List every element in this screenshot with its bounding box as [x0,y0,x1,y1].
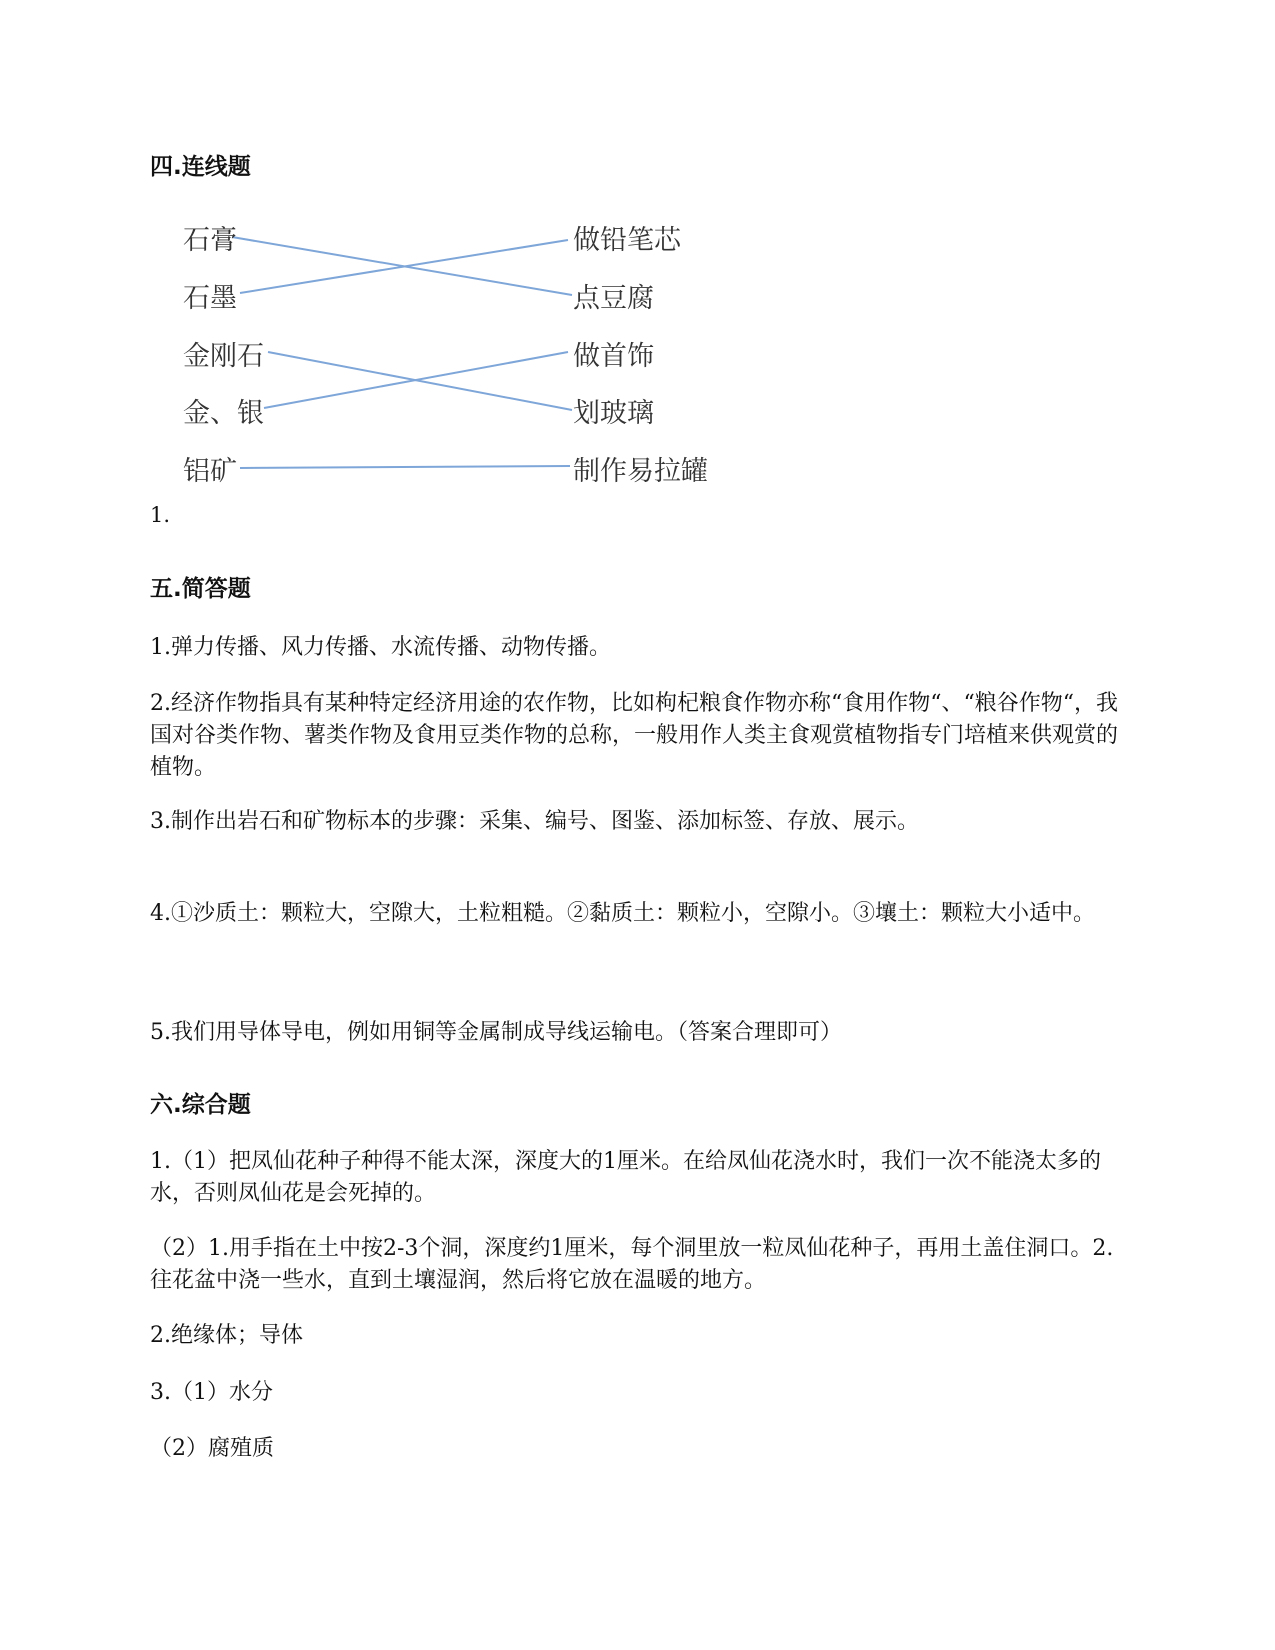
figure-number: 1. [150,503,171,527]
answer-paragraph: 5.我们用导体导电，例如用铜等金属制成导线运输电。（答案合理即可） [150,1020,842,1045]
section-heading-matching: 四.连线题 [150,154,251,180]
match-left-item: 金刚石 [183,341,264,372]
answer-paragraph: 3.（1）水分 [150,1380,273,1405]
match-right-item: 制作易拉罐 [573,456,708,487]
answer-paragraph: 2.经济作物指具有某种特定经济用途的农作物，比如枸杞粮食作物亦称“食用作物“、“粮谷作物“，我国对谷类作物、薯类作物及食用豆类作物的总称，一般用作人类主食观赏植物指专门培植来供观赏的植物。 [150,691,1119,780]
match-right-item: 点豆腐 [573,283,654,314]
match-right-item: 做铅笔芯 [573,225,681,256]
answer-paragraph: 3.制作出岩石和矿物标本的步骤：采集、编号、图鉴、添加标签、存放、展示。 [150,809,919,834]
answer-paragraph: （2）腐殖质 [150,1436,274,1461]
match-right-item: 做首饰 [573,341,654,372]
matching-diagram [180,210,740,510]
match-left-item: 铝矿 [183,456,237,487]
section-heading-short-answer: 五.简答题 [150,576,251,602]
answer-paragraph: 1.（1）把凤仙花种子种得不能太深，深度大的1厘米。在给凤仙花浇水时，我们一次不能浇太多的水，否则凤仙花是会死掉的。 [150,1149,1101,1206]
match-left-item: 石膏 [183,225,237,256]
answer-paragraph: 2.绝缘体；导体 [150,1323,303,1348]
match-left-item: 石墨 [183,283,237,314]
match-right-item: 划玻璃 [573,398,654,429]
match-left-item: 金、银 [183,398,264,429]
section-heading-comprehensive: 六.综合题 [150,1092,251,1118]
match-line [240,466,570,468]
match-line [268,352,572,410]
answer-paragraph: 1.弹力传播、风力传播、水流传播、动物传播。 [150,635,611,660]
answer-paragraph: 4.①沙质土：颗粒大，空隙大，土粒粗糙。②黏质土：颗粒小，空隙小。③壤土：颗粒大小适中。 [150,901,1095,926]
answer-paragraph: （2）1.用手指在土中按2-3个洞，深度约1厘米，每个洞里放一粒凤仙花种子，再用土盖住洞口。2.往花盆中浇一些水，直到土壤湿润，然后将它放在温暖的地方。 [150,1236,1114,1293]
